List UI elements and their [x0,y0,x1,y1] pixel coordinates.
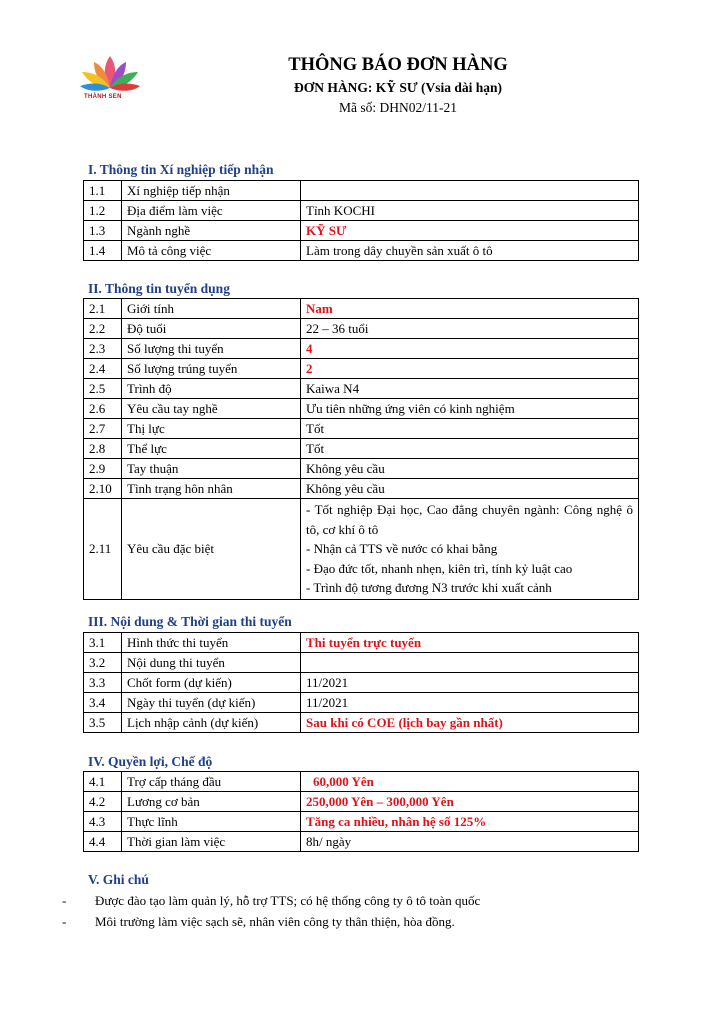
table-row [84,772,639,792]
table-row [84,633,639,653]
section-title-5: V. Ghi chú [88,872,149,887]
table-section-3 [83,632,639,733]
note-text: Được đào tạo làm quản lý, hỗ trợ TTS; có hệ thống công ty ô tô toàn quốc [95,893,481,908]
row-value: 11/2021 [301,673,639,693]
table-row [84,693,639,713]
row-value: 11/2021 [301,693,639,713]
table-row [84,653,639,673]
bullet-dash: - [62,914,67,929]
row-number: 2.2 [84,319,122,339]
table-row [84,339,639,359]
row-label: Độ tuổi [122,319,301,339]
row-number: 2.7 [84,419,122,439]
bullet-dash: - [62,893,67,908]
row-label: Lịch nhập cảnh (dự kiến) [122,713,301,733]
table-row [84,459,639,479]
note-text: Môi trường làm việc sạch sẽ, nhân viên công ty thân thiện, hòa đồng. [95,914,455,929]
section-title-1: I. Thông tin Xí nghiệp tiếp nhận [88,162,274,177]
row-value: 60,000 Yên [301,772,639,792]
row-number: 2.5 [84,379,122,399]
row-value: Tốt [301,419,639,439]
row-label: Trợ cấp tháng đầu [122,772,301,792]
row-number: 1.4 [84,241,122,261]
row-number: 2.8 [84,439,122,459]
row-number: 3.1 [84,633,122,653]
section-title-3: III. Nội dung & Thời gian thi tuyển [88,614,292,629]
row-value: 250,000 Yên – 300,000 Yên [301,792,639,812]
table-row [84,832,639,852]
table-section-4 [83,771,639,852]
row-value: Kaiwa N4 [301,379,639,399]
row-value: 2 [301,359,639,379]
row-value: Tỉnh KOCHI [301,201,639,221]
row-number: 1.3 [84,221,122,241]
row-number: 3.3 [84,673,122,693]
row-label: Số lượng trúng tuyển [122,359,301,379]
row-number: 2.11 [84,499,122,600]
table-row [84,241,639,261]
table-row [84,479,639,499]
row-value: Tốt [301,439,639,459]
requirement-line: - Trình độ tương đương N3 trước khi xuất cảnh [306,580,552,595]
table-row [84,181,639,201]
row-label: Ngành nghề [122,221,301,241]
special-requirements [301,499,639,600]
row-value: Nam [301,299,639,319]
table-row [84,713,639,733]
row-number: 2.10 [84,479,122,499]
row-label: Tình trạng hôn nhân [122,479,301,499]
row-number: 2.3 [84,339,122,359]
page-subtitle: ĐƠN HÀNG: KỸ SƯ (Vsia dài hạn) [293,80,503,95]
row-value: Ưu tiên những ứng viên có kinh nghiệm [301,399,639,419]
list-item [62,890,480,911]
table-section-2 [83,298,639,600]
row-label: Xí nghiệp tiếp nhận [122,181,301,201]
row-value: Tăng ca nhiều, nhân hệ số 125% [301,812,639,832]
table-row [84,792,639,812]
row-label: Mô tả công việc [122,241,301,261]
table-row [84,673,639,693]
table-row [84,379,639,399]
row-value: 22 – 36 tuổi [301,319,639,339]
row-value: KỸ SƯ [301,221,639,241]
row-value: Không yêu cầu [301,459,639,479]
row-label: Thời gian làm việc [122,832,301,852]
table-row [84,499,639,600]
row-label: Yêu cầu tay nghề [122,399,301,419]
table-row [84,319,639,339]
row-label: Tay thuận [122,459,301,479]
row-number: 3.2 [84,653,122,673]
row-number: 1.2 [84,201,122,221]
row-value: 4 [301,339,639,359]
row-value: Không yêu cầu [301,479,639,499]
requirement-line: - Đạo đức tốt, nhanh nhẹn, kiên trì, tính kỷ luật cao [306,560,573,576]
row-label: Nội dung thi tuyển [122,653,301,673]
row-label: Thị lực [122,419,301,439]
table-row [84,399,639,419]
requirement-line: - Nhận cả TTS về nước có khai bằng [306,541,498,556]
row-label: Chốt form (dự kiến) [122,673,301,693]
table-row [84,419,639,439]
row-number: 2.9 [84,459,122,479]
row-value [301,653,639,673]
table-row [84,299,639,319]
order-code: Mã số: DHN02/11-21 [339,100,457,115]
notes-list [62,890,480,932]
row-number: 2.4 [84,359,122,379]
row-number: 4.2 [84,792,122,812]
table-row [84,201,639,221]
row-label: Thể lực [122,439,301,459]
row-number: 3.5 [84,713,122,733]
row-label: Địa điểm làm việc [122,201,301,221]
row-number: 3.4 [84,693,122,713]
row-label: Số lượng thi tuyển [122,339,301,359]
row-label: Yêu cầu đặc biệt [122,499,301,600]
row-label: Trình độ [122,379,301,399]
row-label: Ngày thi tuyển (dự kiến) [122,693,301,713]
row-number: 1.1 [84,181,122,201]
page-title: THÔNG BÁO ĐƠN HÀNG [288,55,508,75]
row-value: Làm trong dây chuyền sản xuất ô tô [301,241,639,261]
row-value: 8h/ ngày [301,832,639,852]
row-label: Giới tính [122,299,301,319]
table-section-1 [83,180,639,261]
table-row [84,221,639,241]
row-number: 4.3 [84,812,122,832]
row-value: Thi tuyển trực tuyến [301,633,639,653]
logo-text: THÀNH SEN [84,94,122,100]
section-title-4: IV. Quyền lợi, Chế độ [88,754,213,769]
row-label: Thực lĩnh [122,812,301,832]
row-label: Hình thức thi tuyển [122,633,301,653]
row-number: 2.6 [84,399,122,419]
table-row [84,439,639,459]
section-title-2: II. Thông tin tuyển dụng [88,281,230,296]
table-row [84,812,639,832]
list-item [62,911,480,932]
requirement-line: - Tốt nghiệp Đại học, Cao đẳng chuyên ngành: Công nghệ ô tô, cơ khí ô tô [306,502,633,537]
row-label: Lương cơ bản [122,792,301,812]
row-number: 2.1 [84,299,122,319]
row-value [301,181,639,201]
row-value: Sau khi có COE (lịch bay gần nhất) [301,713,639,733]
table-row [84,359,639,379]
row-number: 4.4 [84,832,122,852]
row-number: 4.1 [84,772,122,792]
